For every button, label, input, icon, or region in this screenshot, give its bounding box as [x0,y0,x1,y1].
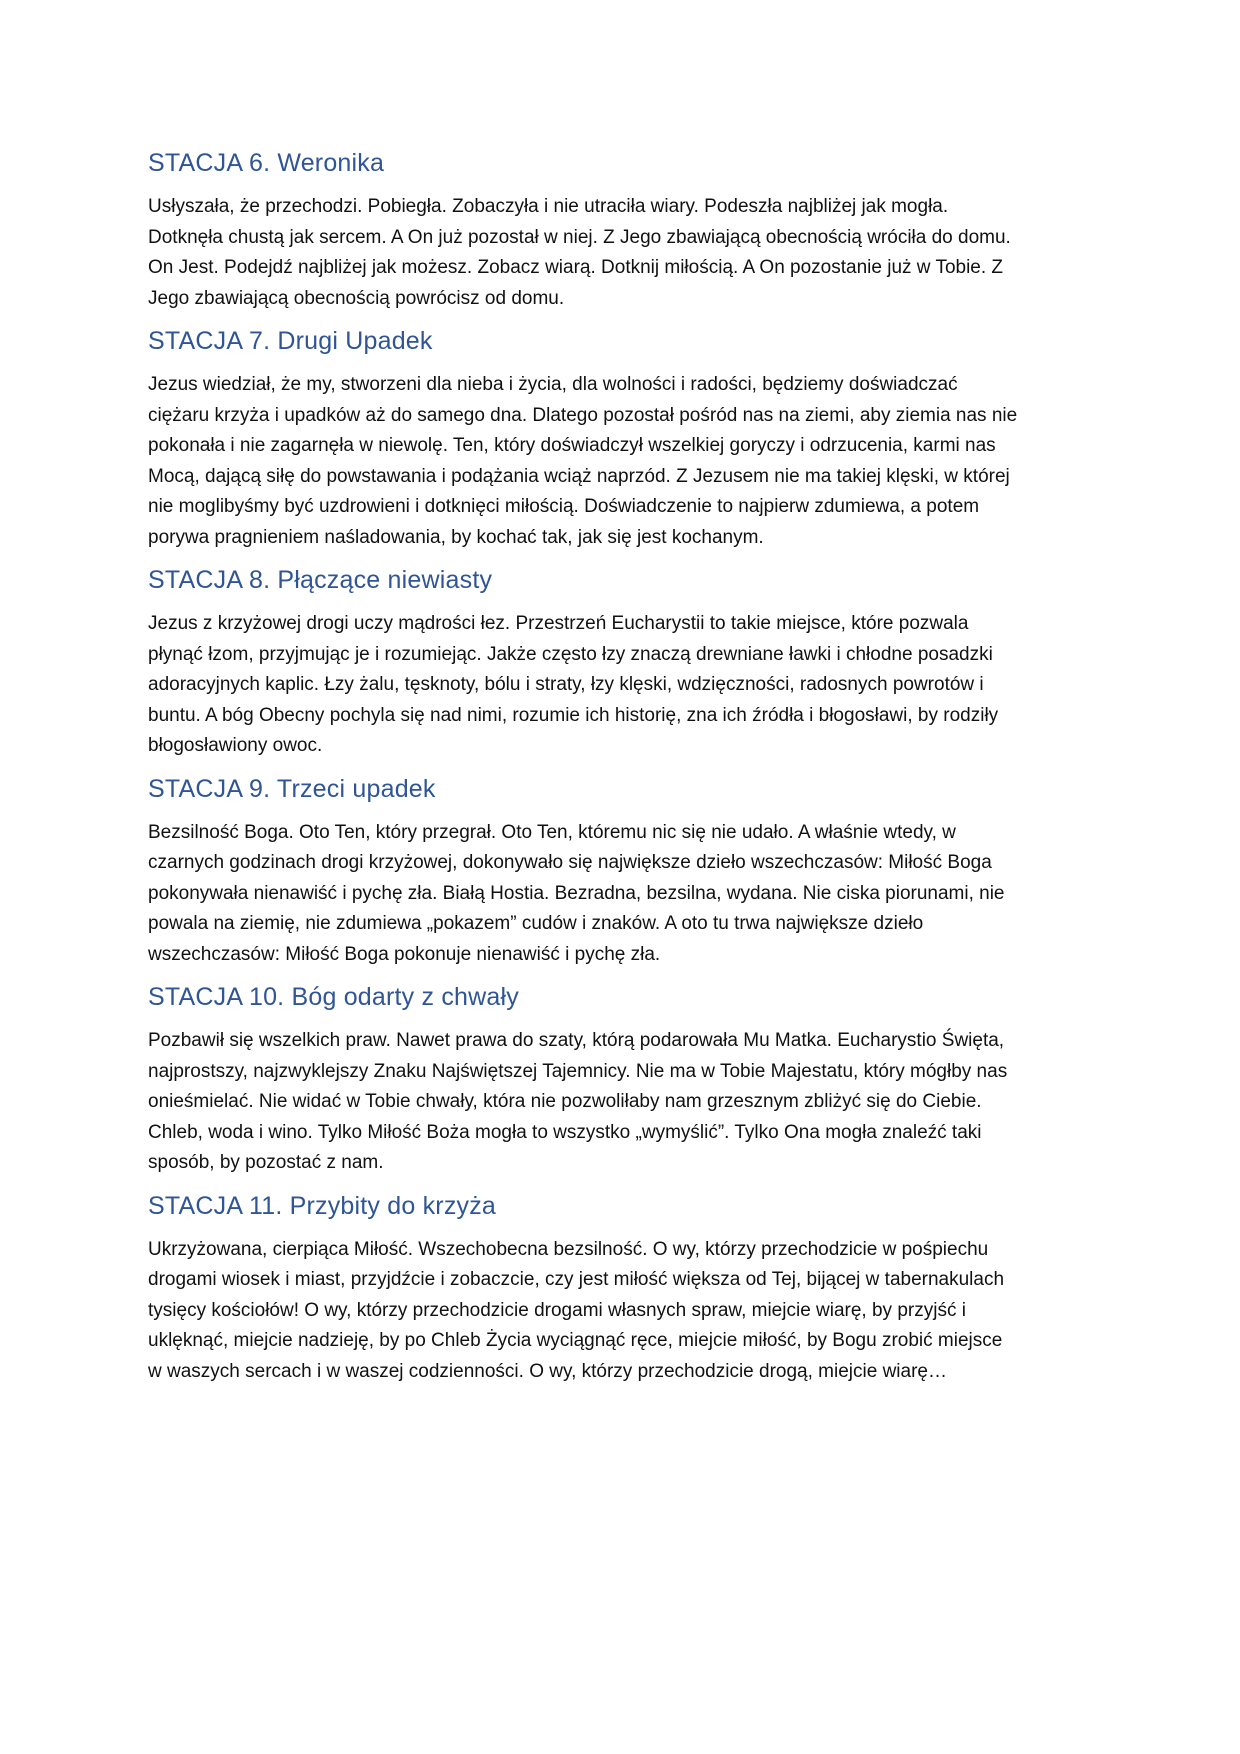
paragraph-line: płynąć łzom, przyjmując je i rozumiejąc. Jakże często łzy znaczą drewniane ławki i chłodne posadzki [148,643,993,665]
station-paragraph [148,818,1098,971]
station-section [148,146,1098,314]
paragraph-line: nie moglibyśmy być uzdrowieni i dotknięci miłością. Doświadczenie to najpierw zdumiewa, a potem [148,496,980,517]
paragraph-line: Dotknęła chustą jak sercem. A On już pozostał w niej. Z Jego zbawiającą obecnością wróciła do domu. [148,226,1011,248]
paragraph-line: wszechczasów: Miłość Boga pokonuje nienawiść i pychę zła. [148,943,661,965]
paragraph-line: Ukrzyżowana, cierpiąca Miłość. Wszechobecna bezsilność. O wy, którzy przechodzicie w pośpiechu [148,1238,989,1260]
station-paragraph [148,1026,1098,1179]
paragraph-line: uklęknąć, miejcie nadzieję, by po Chleb Życia wyciągnąć ręce, miejcie miłość, by Bogu zrobić miejsce [148,1330,1003,1351]
paragraph-line: On Jest. Podejdź najbliżej jak możesz. Zobacz wiarą. Dotknij miłością. A On pozostanie już w Tobie. Z [148,257,1004,278]
station-section [148,324,1098,553]
paragraph-line: drogami wiosek i miast, przyjdźcie i zobaczcie, czy jest miłość większa od Tej, bijącej w tabernakulach [148,1269,1005,1290]
station-paragraph [148,609,1098,762]
paragraph-line: Jezus z krzyżowej drogi uczy mądrości łez. Przestrzeń Eucharystii to takie miejsce, które pozwala [148,613,969,634]
station-paragraph [148,370,1098,553]
station-heading: STACJA 10. Bóg odarty z chwały [148,983,519,1011]
paragraph-line: buntu. A bóg Obecny pochyla się nad nimi, rozumie ich historię, zna ich źródła i błogosławi, by rodziły [148,704,999,726]
paragraph-line: najprostszy, najzwyklejszy Znaku Najświętszej Tajemnicy. Nie ma w Tobie Majestatu, który mógłby nas [148,1060,1008,1082]
paragraph-line: adoracyjnych kaplic. Łzy żalu, tęsknoty, bólu i straty, łzy klęski, wdzięczności, radosnych powrotów i [148,674,984,695]
paragraph-line: powala na ziemię, nie zdumiewa „pokazem” cudów i znaków. A oto tu trwa największe dzieło [148,913,924,934]
paragraph-line: Bezsilność Boga. Oto Ten, który przegrał. Oto Ten, któremu nic się nie udało. A właśnie wtedy, w [148,821,956,843]
paragraph-line: sposób, by pozostać z nam. [148,1152,384,1173]
station-section [148,563,1098,762]
station-heading: STACJA 7. Drugi Upadek [148,327,433,355]
station-section [148,772,1098,971]
paragraph-line: porywa pragnieniem naśladowania, by kochać tak, jak się jest kochanym. [148,526,764,548]
station-heading: STACJA 8. Płączące niewiasty [148,566,493,594]
paragraph-line: pokonywała nienawiść i pychę zła. Białą Hostia. Bezradna, bezsilna, wydana. Nie ciska piorunami, nie [148,882,1005,904]
paragraph-line: Jezus wiedział, że my, stworzeni dla nieba i życia, dla wolności i radości, będziemy doświadczać [148,374,958,395]
station-section [148,1189,1098,1388]
paragraph-line: w waszych sercach i w waszej codzienności. O wy, którzy przechodzicie drogą, miejcie wiarę… [148,1360,947,1382]
document-body [148,146,1098,1397]
paragraph-line: Mocą, dającą siłę do powstawania i podążania wciąż naprzód. Z Jezusem nie ma takiej klęski, w której [148,465,1010,487]
station-heading: STACJA 6. Weronika [148,149,385,177]
paragraph-line: błogosławiony owoc. [148,735,323,756]
station-paragraph [148,1235,1098,1388]
paragraph-line: pokonała i nie zagarnęła w niewolę. Ten, który doświadczył wszelkiej goryczy i odrzucenia, karmi nas [148,435,996,456]
paragraph-line: tysięcy kościołów! O wy, którzy przechodzicie drogami własnych spraw, miejcie wiarę, by przyjść i [148,1299,966,1321]
paragraph-line: Usłyszała, że przechodzi. Pobiegła. Zobaczyła i nie utraciła wiary. Podeszła najbliżej jak mogła. [148,196,949,217]
station-heading: STACJA 11. Przybity do krzyża [148,1191,497,1220]
paragraph-line: ciężaru krzyża i upadków aż do samego dna. Dlatego pozostał pośród nas na ziemi, aby ziemia nas nie [148,404,1018,426]
station-heading: STACJA 9. Trzeci upadek [148,774,436,803]
paragraph-line: Jego zbawiającą obecnością powrócisz od domu. [148,287,565,309]
paragraph-line: Pozbawił się wszelkich praw. Nawet prawa do szaty, którą podarowała Mu Matka. Eucharystio Święta, [148,1030,1005,1051]
paragraph-line: Chleb, woda i wino. Tylko Miłość Boża mogła to wszystko „wymyślić”. Tylko Ona mogła znaleźć taki [148,1121,982,1143]
station-paragraph [148,192,1098,314]
paragraph-line: onieśmielać. Nie widać w Tobie chwały, która nie pozwoliłaby nam grzesznym zbliżyć się do Ciebie. [148,1091,982,1112]
station-section [148,980,1098,1179]
paragraph-line: czarnych godzinach drogi krzyżowej, dokonywało się największe dzieło wszechczasów: Miłość Boga [148,852,992,873]
